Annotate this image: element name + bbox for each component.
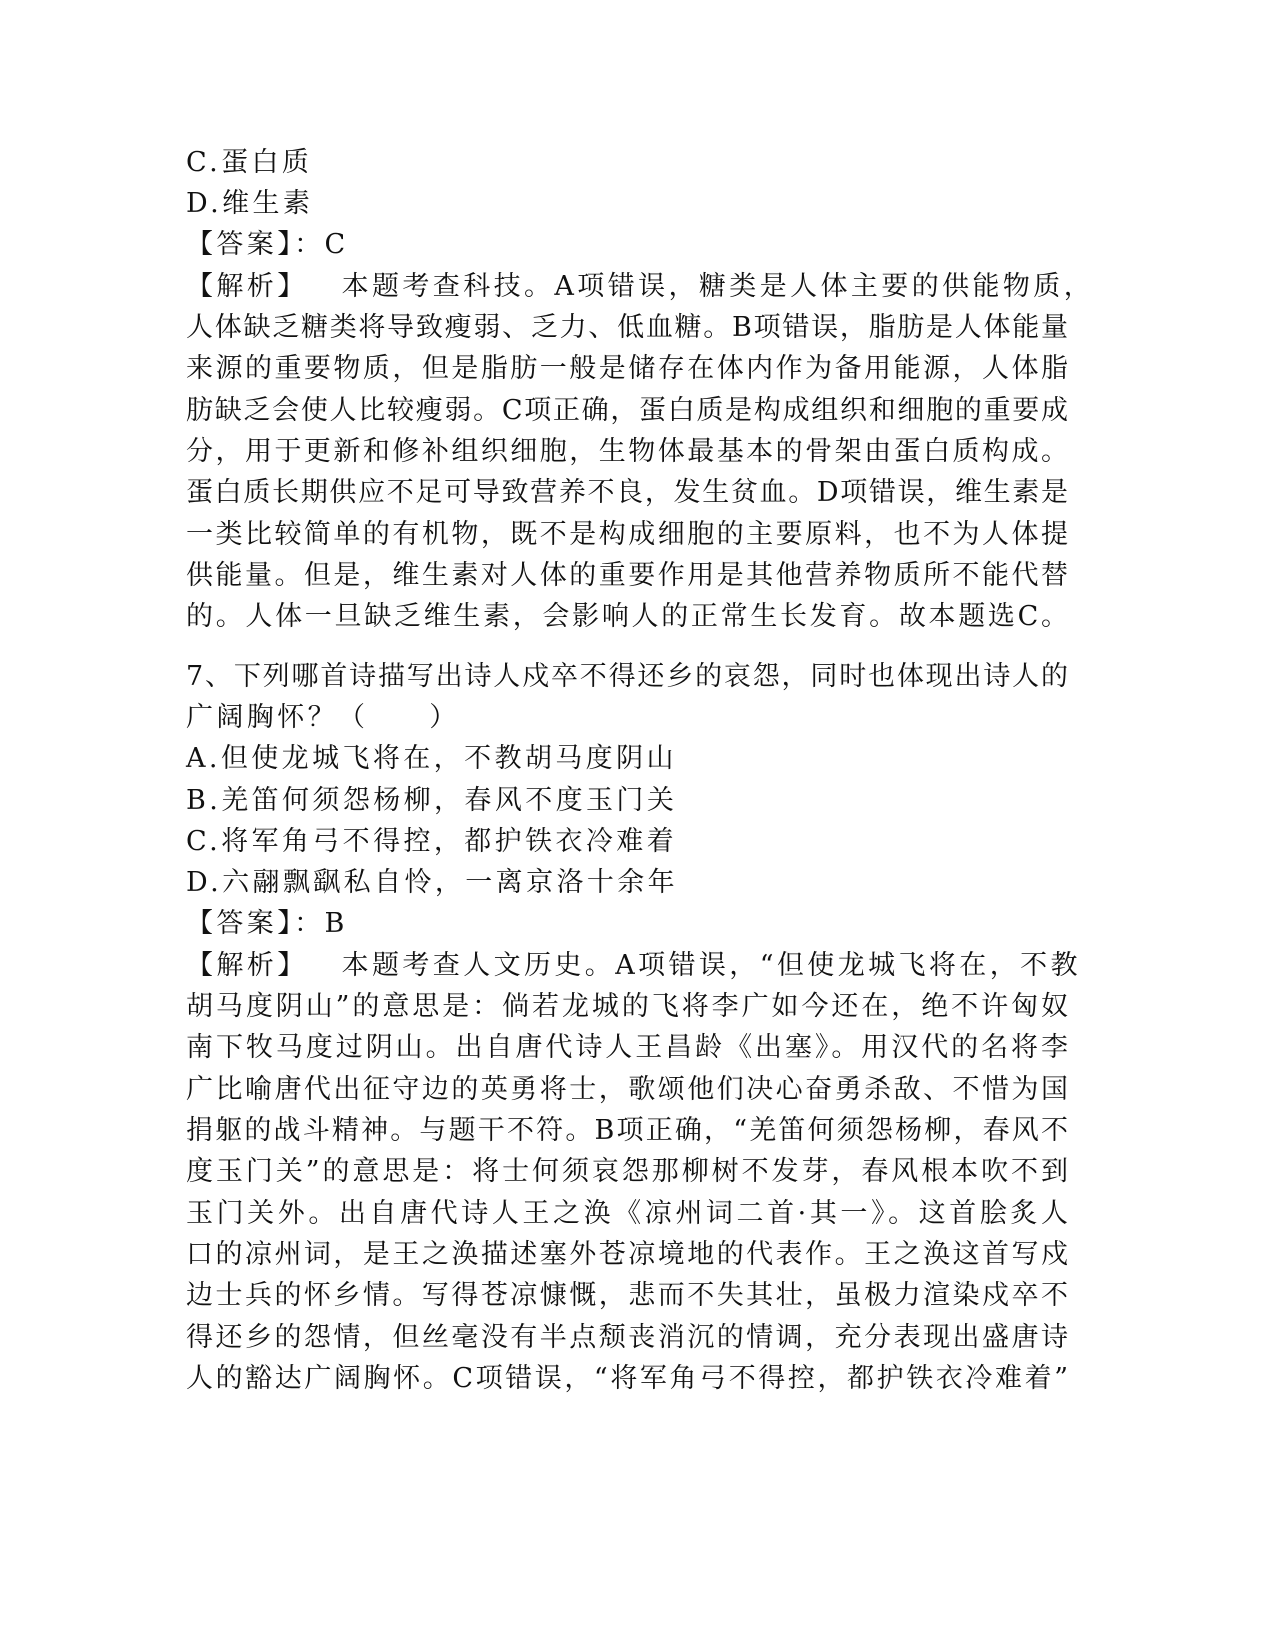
option-a: A.但使龙城飞将在，不教胡马度阴山 <box>186 743 677 774</box>
answer-label: 【答案】 <box>186 908 295 939</box>
answer-label: 【答案】 <box>186 229 295 260</box>
analysis-line: 分，用于更新和修补组织细胞，生物体最基本的骨架由蛋白质构成。 <box>186 436 1068 467</box>
question-stem: 7、下列哪首诗描写出诗人戍卒不得还乡的哀怨，同时也体现出诗人的 <box>186 661 1068 692</box>
analysis-line: 口的凉州词，是王之涣描述塞外苍凉境地的代表作。王之涣这首写戍 <box>186 1239 1068 1270</box>
question-stem: 广阔胸怀？（ ） <box>186 702 460 733</box>
analysis-line: 捐躯的战斗精神。与题干不符。B项正确，“羌笛何须怨杨柳，春风不 <box>186 1115 1068 1146</box>
analysis-line: 广比喻唐代出征守边的英勇将士，歌颂他们决心奋勇杀敌、不惜为国 <box>186 1074 1068 1105</box>
analysis-text: 本题考查人文历史。A项错误，“但使龙城飞将在，不教 <box>341 950 1081 981</box>
analysis-line: 供能量。但是，维生素对人体的重要作用是其他营养物质所不能代替 <box>186 560 1068 591</box>
analysis-first-line <box>186 270 1094 304</box>
analysis-line: 蛋白质长期供应不足可导致营养不良，发生贫血。D项错误，维生素是 <box>186 477 1068 508</box>
analysis-line: 得还乡的怨情，但丝毫没有半点颓丧消沉的情调，充分表现出盛唐诗 <box>186 1322 1068 1353</box>
analysis-label: 【解析】 <box>186 950 308 981</box>
analysis-line: 的。人体一旦缺乏维生素，会影响人的正常生长发育。故本题选C。 <box>186 601 1068 632</box>
option-c: C.将军角弓不得控，都护铁衣冷难着 <box>186 826 678 857</box>
analysis-line: 南下牧马度过阴山。出自唐代诗人王昌龄《出塞》。用汉代的名将李 <box>186 1032 1068 1063</box>
option-d: D.六翮飘飖私自怜，一离京洛十余年 <box>186 867 679 898</box>
analysis-line: 玉门关外。出自唐代诗人王之涣《凉州词二首·其一》。这首脍炙人 <box>186 1198 1068 1229</box>
answer-line <box>186 228 349 262</box>
analysis-line: 边士兵的怀乡情。写得苍凉慷慨，悲而不失其壮，虽极力渲染戍卒不 <box>186 1280 1068 1311</box>
answer-text: ：C <box>294 229 349 260</box>
analysis-first-line <box>186 949 1081 983</box>
analysis-line: 胡马度阴山”的意思是：倘若龙城的飞将李广如今还在，绝不许匈奴 <box>186 991 1068 1022</box>
answer-line <box>186 907 348 941</box>
option-d: D.维生素 <box>186 188 314 219</box>
analysis-label: 【解析】 <box>186 271 308 302</box>
analysis-line: 人的豁达广阔胸怀。C项错误，“将军角弓不得控，都护铁衣冷难着” <box>186 1363 1068 1394</box>
analysis-line: 度玉门关”的意思是：将士何须哀怨那柳树不发芽，春风根本吹不到 <box>186 1156 1068 1187</box>
analysis-line: 肪缺乏会使人比较瘦弱。C项正确，蛋白质是构成组织和细胞的重要成 <box>186 395 1068 426</box>
analysis-text: 本题考查科技。A项错误，糖类是人体主要的供能物质， <box>341 271 1095 302</box>
option-b: B.羌笛何须怨杨柳，春风不度玉门关 <box>186 785 678 816</box>
answer-text: ：B <box>294 908 348 939</box>
analysis-line: 来源的重要物质，但是脂肪一般是储存在体内作为备用能源，人体脂 <box>186 353 1068 384</box>
analysis-line: 人体缺乏糖类将导致瘦弱、乏力、低血糖。B项错误，脂肪是人体能量 <box>186 312 1068 343</box>
analysis-line: 一类比较简单的有机物，既不是构成细胞的主要原料，也不为人体提 <box>186 519 1068 550</box>
option-c: C.蛋白质 <box>186 147 313 178</box>
